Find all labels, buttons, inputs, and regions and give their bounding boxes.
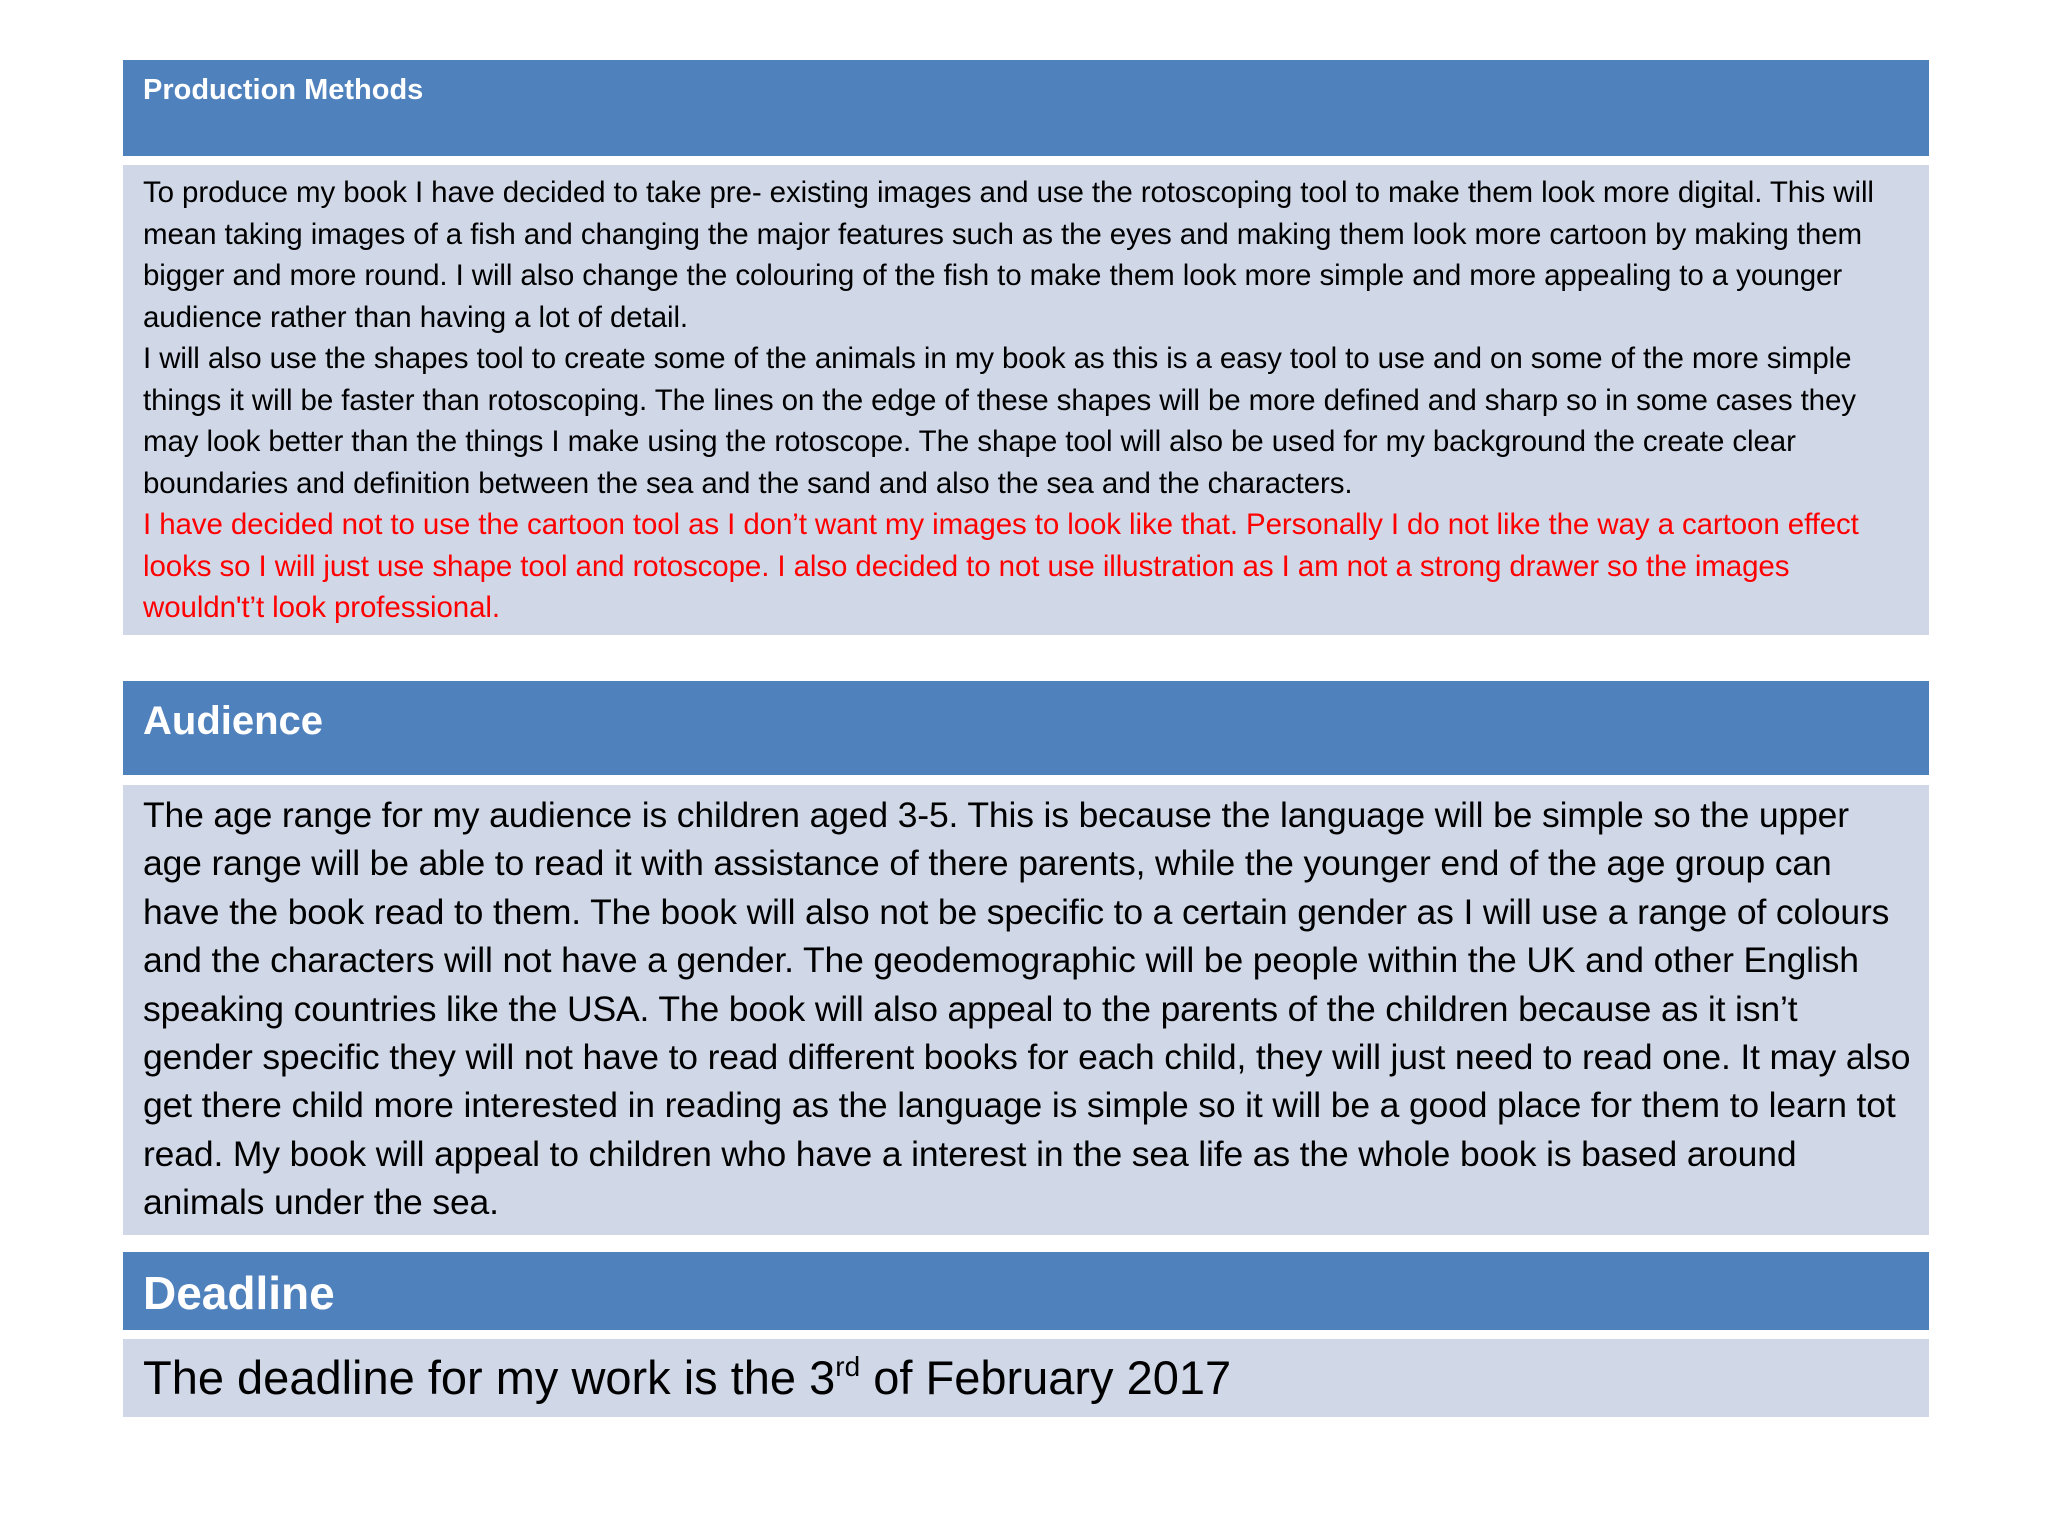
production-methods-body — [123, 165, 1929, 635]
deadline-text-before: The deadline for my work is the 3 — [143, 1351, 836, 1404]
deadline-ordinal-suffix: rd — [835, 1351, 861, 1382]
production-methods-paragraph: I will also use the shapes tool to create some of the animals in my book as this is a easy tool to use and on some of the more simple things it will be faster than rotoscoping. The lines on the edge of these shapes will be more defined and sharp so in some cases they may look better than the things I make using the rotoscope. The shape tool will also be used for my background the create clear boundaries and definition between the sea and the sand and also the sea and the characters. — [143, 342, 1856, 500]
deadline-text-after: of February 2017 — [860, 1351, 1232, 1404]
production-methods-paragraph: To produce my book I have decided to take pre- existing images and use the rotoscoping tool to make them look more digital. This will mean taking images of a fish and changing the major features such as the eyes and making them look more cartoon by making them bigger and more round. I will also change the colouring of the fish to make them look more simple and more appealing to a younger audience rather than having a lot of detail. — [143, 176, 1874, 334]
audience-title: Audience — [143, 699, 324, 743]
production-methods-title: Production Methods — [143, 74, 424, 106]
production-methods-header — [123, 60, 1929, 156]
deadline-title: Deadline — [143, 1267, 335, 1319]
deadline-header — [123, 1252, 1929, 1330]
audience-paragraph: The age range for my audience is children aged 3-5. This is because the language will be simple so the upper age range will be able to read it with assistance of there parents, while the younger end of the age group can have the book read to them. The book will also not be specific to a certain gender as I will use a range of colours and the characters will not have a gender. The geodemographic will be people within the UK and other English speaking countries like the USA. The book will also appeal to the parents of the children because as it isn’t gender specific they will not have to read different books for each child, they will just need to read one. It may also get there child more interested in reading as the language is simple so it will be a good place for them to learn tot read. My book will appeal to children who have a interest in the sea life as the whole book is based around animals under the sea. — [143, 795, 1911, 1223]
deadline-body — [123, 1339, 1929, 1417]
audience-body — [123, 785, 1929, 1235]
production-methods-highlighted-paragraph: I have decided not to use the cartoon tool as I don’t want my images to look like that. Personally I do not like the way a cartoon effect looks so I will just use shape tool and rotoscope. I also decided to not use illustration as I am not a strong drawer so the images wouldn't’t look professional. — [143, 508, 1859, 624]
audience-header — [123, 681, 1929, 775]
